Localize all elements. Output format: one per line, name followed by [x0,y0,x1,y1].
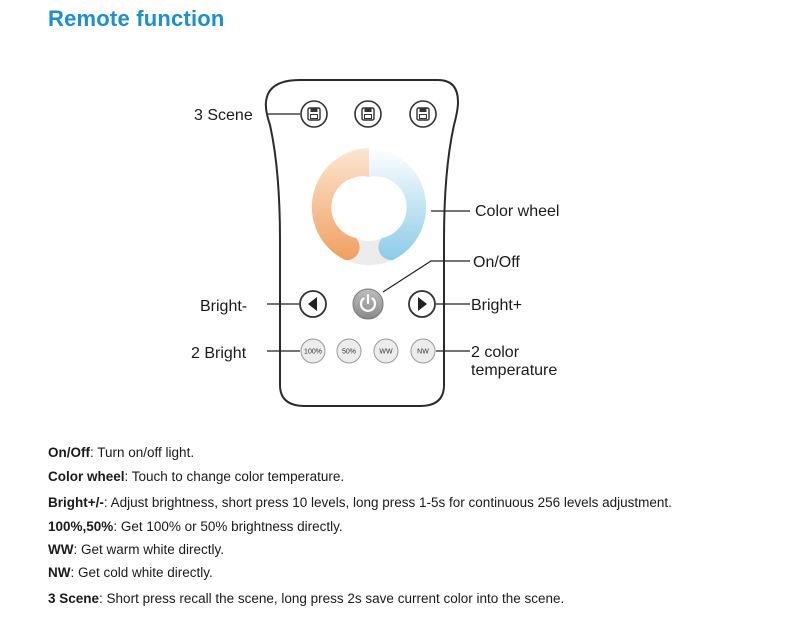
label-temperature: temperature [471,362,558,379]
desc-bright [48,495,672,510]
label-3-scene: 3 Scene [194,107,253,124]
bright-100-label: 100% [304,348,322,356]
label-color-wheel: Color wheel [475,203,560,220]
label-bright-minus: Bright- [200,298,248,315]
ww-label: WW [379,348,393,356]
desc-text: : Turn on/off light. [90,445,195,460]
bright-minus-button[interactable] [300,291,326,317]
desc-ww [48,542,224,557]
label-2-color: 2 color [471,344,520,361]
label-2-bright: 2 Bright [191,345,247,362]
ww-button[interactable] [374,339,398,363]
scene-button-1[interactable] [301,101,327,127]
nw-button[interactable] [411,339,435,363]
power-button[interactable] [353,289,383,319]
bright-50-button[interactable] [337,339,361,363]
scene-button-3[interactable] [410,101,436,127]
desc-term: WW [48,542,74,557]
desc-color-wheel [48,469,344,484]
label-bright-plus: Bright+ [471,297,523,314]
desc-3-scene [48,591,564,606]
page-title: Remote function [48,6,225,31]
desc-term: 3 Scene [48,591,100,606]
desc-term: 100%,50% [48,519,114,534]
desc-nw [48,565,213,580]
desc-on-off [48,445,194,460]
desc-text: : Get warm white directly. [73,542,225,557]
bright-50-label: 50% [341,348,357,356]
desc-text: : Touch to change color temperature. [124,469,345,484]
desc-term: NW [48,565,71,580]
desc-term: Color wheel [48,469,125,484]
desc-term: On/Off [48,445,90,460]
bright-100-button[interactable] [301,339,325,363]
desc-100-50 [48,519,343,534]
nw-label: NW [417,348,429,356]
scene-button-2[interactable] [355,101,381,127]
bright-plus-button[interactable] [409,291,435,317]
desc-term: Bright+/- [48,495,104,510]
desc-text: : Get 100% or 50% brightness directly. [113,519,343,534]
label-on-off: On/Off [473,254,520,271]
desc-text: : Short press recall the scene, long press 2s save current color into the scene. [99,591,565,606]
desc-text: : Adjust brightness, short press 10 levels, long press 1-5s for continuous 256 levels adjustment. [103,495,672,510]
desc-text: : Get cold white directly. [70,565,213,580]
